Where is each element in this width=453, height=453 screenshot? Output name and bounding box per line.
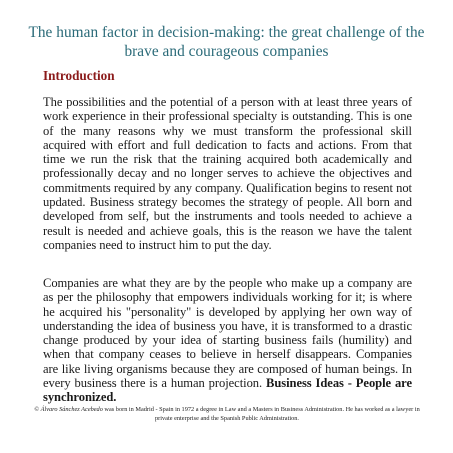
paragraph-2 bbox=[43, 276, 412, 405]
author-footer bbox=[34, 405, 420, 423]
footer-author-name: © Álvaro Sánchez Acebedo bbox=[34, 406, 103, 413]
footer-author-bio: was born in Madrid - Spain in 1972 a degree in Law and a Masters in Business Administration. He has worked as a lawyer in private enterprise and the Spanish Public Administration. bbox=[102, 406, 420, 423]
paragraph-1: The possibilities and the potential of a person with at least three years of work experience in their professional specialty is outstanding. This is one of the many reasons why we must transform the professional skill acquired with effort and full dedication to facts and actions. From that time we run the risk that the training acquired both academically and professionally decay and no longer serves to achieve the objectives and commitments required by any company. Qualification begins to resent not updated. Business strategy becomes the strategy of people. All born and developed from self, but the instruments and tools needed to achieve a result is needed and achieve goals, this is the reason we have the talent companies need to instruct him to put the day. bbox=[43, 95, 412, 252]
document-title: The human factor in decision-making: the great challenge of the brave and courageous companies bbox=[28, 24, 425, 60]
section-heading: Introduction bbox=[43, 68, 115, 83]
paragraph-2-bold-text: Business Ideas - People are synchronized. bbox=[43, 376, 412, 405]
paragraph-2-text: Companies are what they are by the people who make up a company are as per the philosophy that empowers individuals working for it; is where he acquired his "personality" is developed by applying her own way of understanding the idea of business you have, it is transformed to a drastic change produced by your idea of starting business fails (humility) and when that company ceases to believe in herself disappears. Companies are like living organisms because they are composed of human beings. In every business there is a human projection. bbox=[43, 276, 412, 391]
